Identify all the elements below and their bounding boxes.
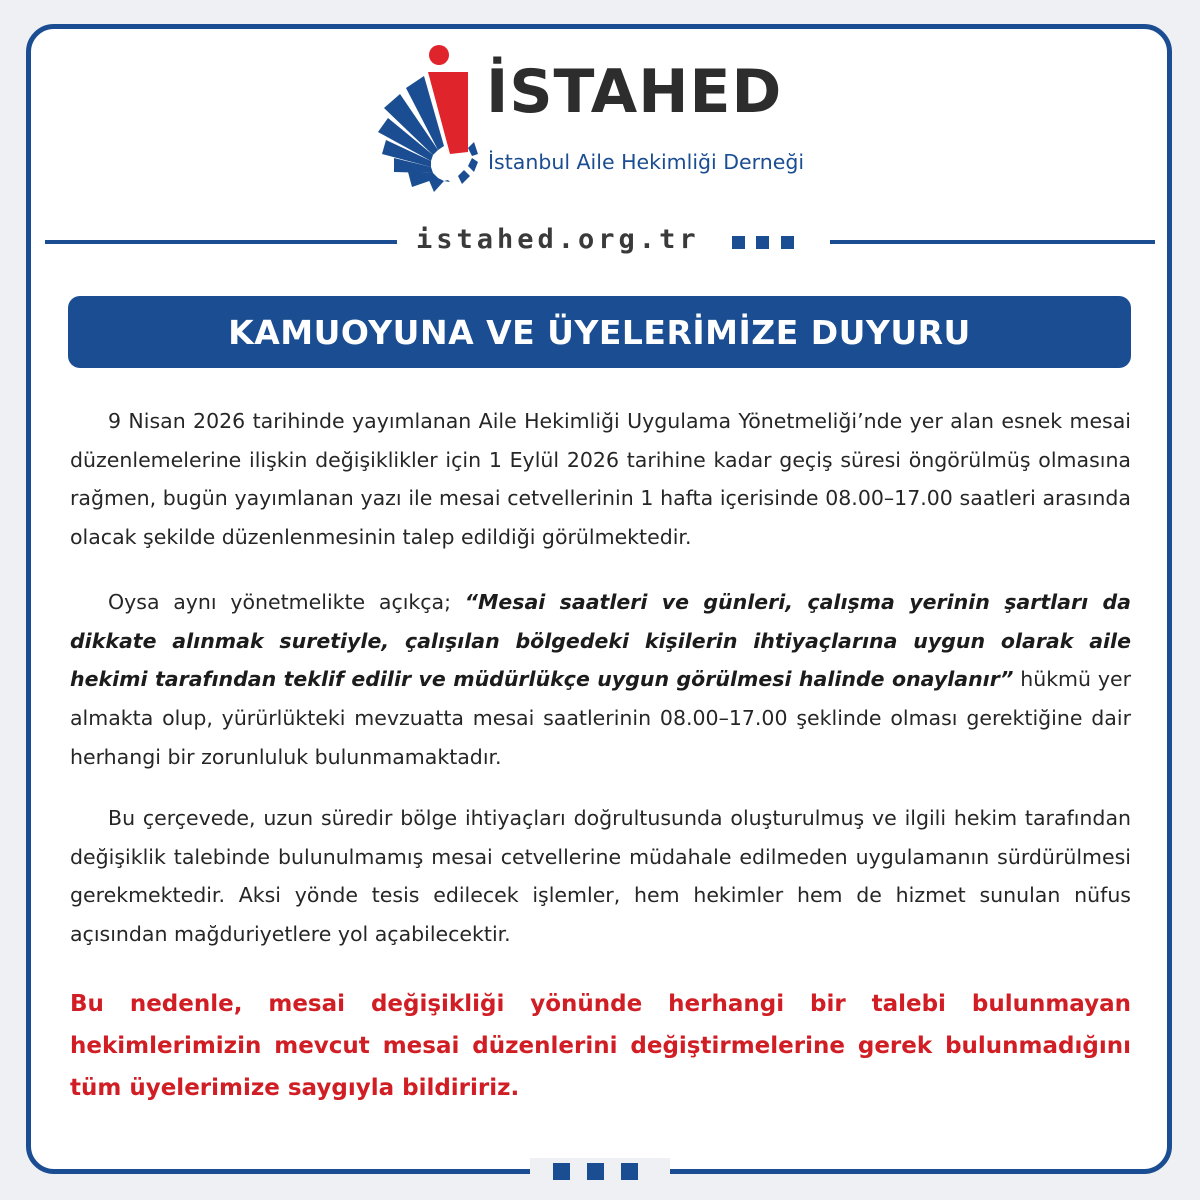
- website-link[interactable]: istahed.org.tr: [416, 224, 700, 255]
- decor-square-2: [756, 236, 769, 249]
- paragraph-2-rest: hükmü yer almakta olup, yürürlükteki mevzuatta mesai saatlerinin 08.00–17.00 şeklinde olması gerektiğine dair herhangi bir zorunluluk bulunmamaktadır.: [70, 667, 1131, 769]
- paragraph-1: 9 Nisan 2026 tarihinde yayımlanan Aile Hekimliği Uygulama Yönetmeliği’nde yer alan esnek mesai düzenlemelerine ilişkin değişiklikler için 1 Eylül 2026 tarihine kadar geçiş süresi öngörülmüş olmasına rağmen, bugün yayımlanan yazı ile mesai cetvellerinin 1 hafta içerisinde 08.00–17.00 saatleri arasında olacak şekilde düzenlenmesinin talep edildiği görülmektedir.: [70, 409, 1131, 550]
- bottom-square-3: [621, 1163, 638, 1180]
- brand-subtitle: İstanbul Aile Hekimliği Derneği: [488, 150, 805, 174]
- announcement-title: KAMUOYUNA VE ÜYELERİMİZE DUYURU: [228, 312, 971, 352]
- bottom-square-2: [587, 1163, 604, 1180]
- bottom-square-1: [553, 1163, 570, 1180]
- decor-square-1: [732, 236, 745, 249]
- paragraph-2-intro: Oysa aynı yönetmelikte açıkça;: [108, 590, 465, 614]
- divider-left: [45, 240, 397, 244]
- divider-right: [830, 240, 1155, 244]
- closing-statement: Bu nedenle, mesai değişikliği yönünde herhangi bir talebi bulunmayan hekimlerimizin mevcut mesai düzenlerini değiştirmelerine gerek bulunmadığını tüm üyelerimize saygıyla bildiririz.: [70, 991, 1131, 1101]
- decor-square-3: [781, 236, 794, 249]
- paragraph-3: Bu çerçevede, uzun süredir bölge ihtiyaçları doğrultusunda oluşturulmuş ve ilgili hekim tarafından değişiklik talebinde bulunulmamış mesai cetvellerine müdahale edilmeden uygulamanın sürdürülmesi gerekmektedir. Aksi yönde tesis edilecek işlemler, hem hekimler hem de hizmet sunulan nüfus açısından mağduriyetlere yol açabilecektir.: [70, 806, 1131, 947]
- paragraph-2: [70, 583, 1131, 777]
- regulation-quote: “Mesai saatleri ve günleri, çalışma yerinin şartları da dikkate alınmak suretiyle, çalışılan bölgedeki kişilerin ihtiyaçlarına uygun olarak aile hekimi tarafından teklif edilir ve müdürlükçe uygun görülmesi halinde onaylanır”: [70, 590, 1131, 692]
- brand-name: İSTAHED: [486, 57, 783, 127]
- title-banner: [68, 296, 1131, 368]
